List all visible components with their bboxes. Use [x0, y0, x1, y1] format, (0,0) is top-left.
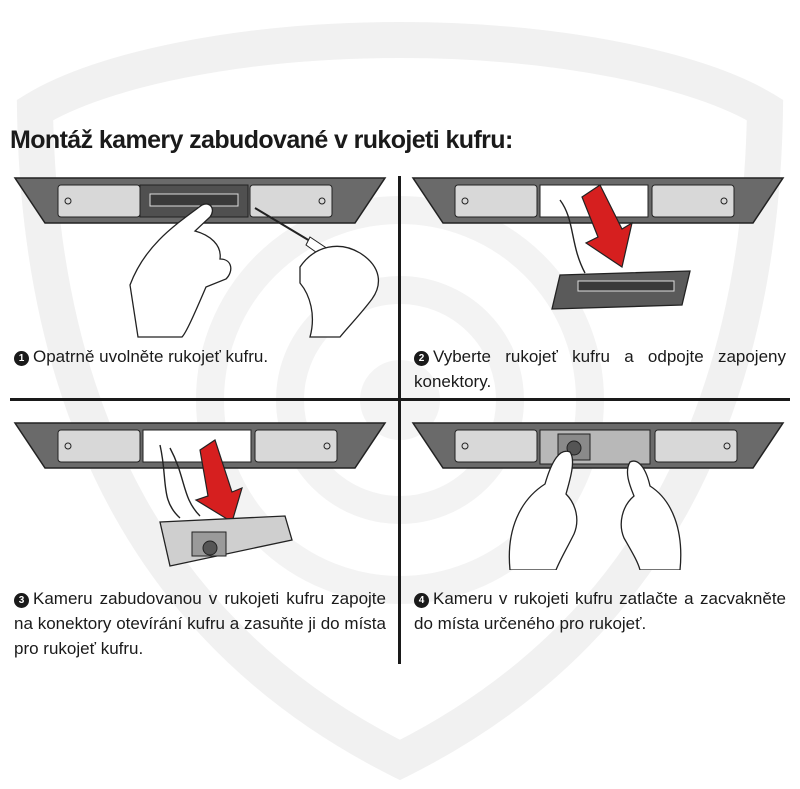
- step-4-illustration: [410, 420, 790, 570]
- step-number-badge: 4: [414, 593, 429, 608]
- plate-light-left: [58, 185, 140, 217]
- horizontal-divider: [10, 398, 790, 401]
- plate-light-left: [455, 430, 537, 462]
- step-text: Opatrně uvolněte rukojeť kufru.: [33, 347, 269, 366]
- left-hand: [130, 204, 231, 337]
- left-hand: [509, 451, 576, 570]
- step-3-illustration: [10, 420, 390, 580]
- plate-light-left: [455, 185, 537, 217]
- step-number-badge: 2: [414, 351, 429, 366]
- step-3-caption: [14, 586, 386, 661]
- step-2-illustration: [410, 175, 790, 315]
- step-number-badge: 3: [14, 593, 29, 608]
- step-4-caption: [414, 586, 786, 636]
- step-text: Vyberte rukojeť kufru a odpojte zapojeny konektory.: [414, 347, 786, 391]
- plate-light-right: [655, 430, 737, 462]
- camera-lens: [203, 541, 217, 555]
- step-text: Kameru zabudovanou v rukojeti kufru zapojte na konektory otevírání kufru a zasuňte ji do místa pro rukojeť kufru.: [14, 589, 386, 658]
- step-2-caption: [414, 344, 786, 394]
- vertical-divider: [398, 176, 401, 664]
- right-hand: [300, 246, 378, 337]
- plate-light-right: [255, 430, 337, 462]
- step-number-badge: 1: [14, 351, 29, 366]
- plate-light-right: [652, 185, 734, 217]
- step-1-illustration: [10, 175, 390, 340]
- page-title: Montáž kamery zabudované v rukojeti kufru:: [10, 126, 513, 154]
- plate-light-left: [58, 430, 140, 462]
- step-1-caption: [14, 344, 386, 369]
- handle-opening: [143, 430, 251, 462]
- right-hand: [621, 461, 681, 570]
- step-text: Kameru v rukojeti kufru zatlačte a zacvakněte do místa určeného pro rukojeť.: [414, 589, 786, 633]
